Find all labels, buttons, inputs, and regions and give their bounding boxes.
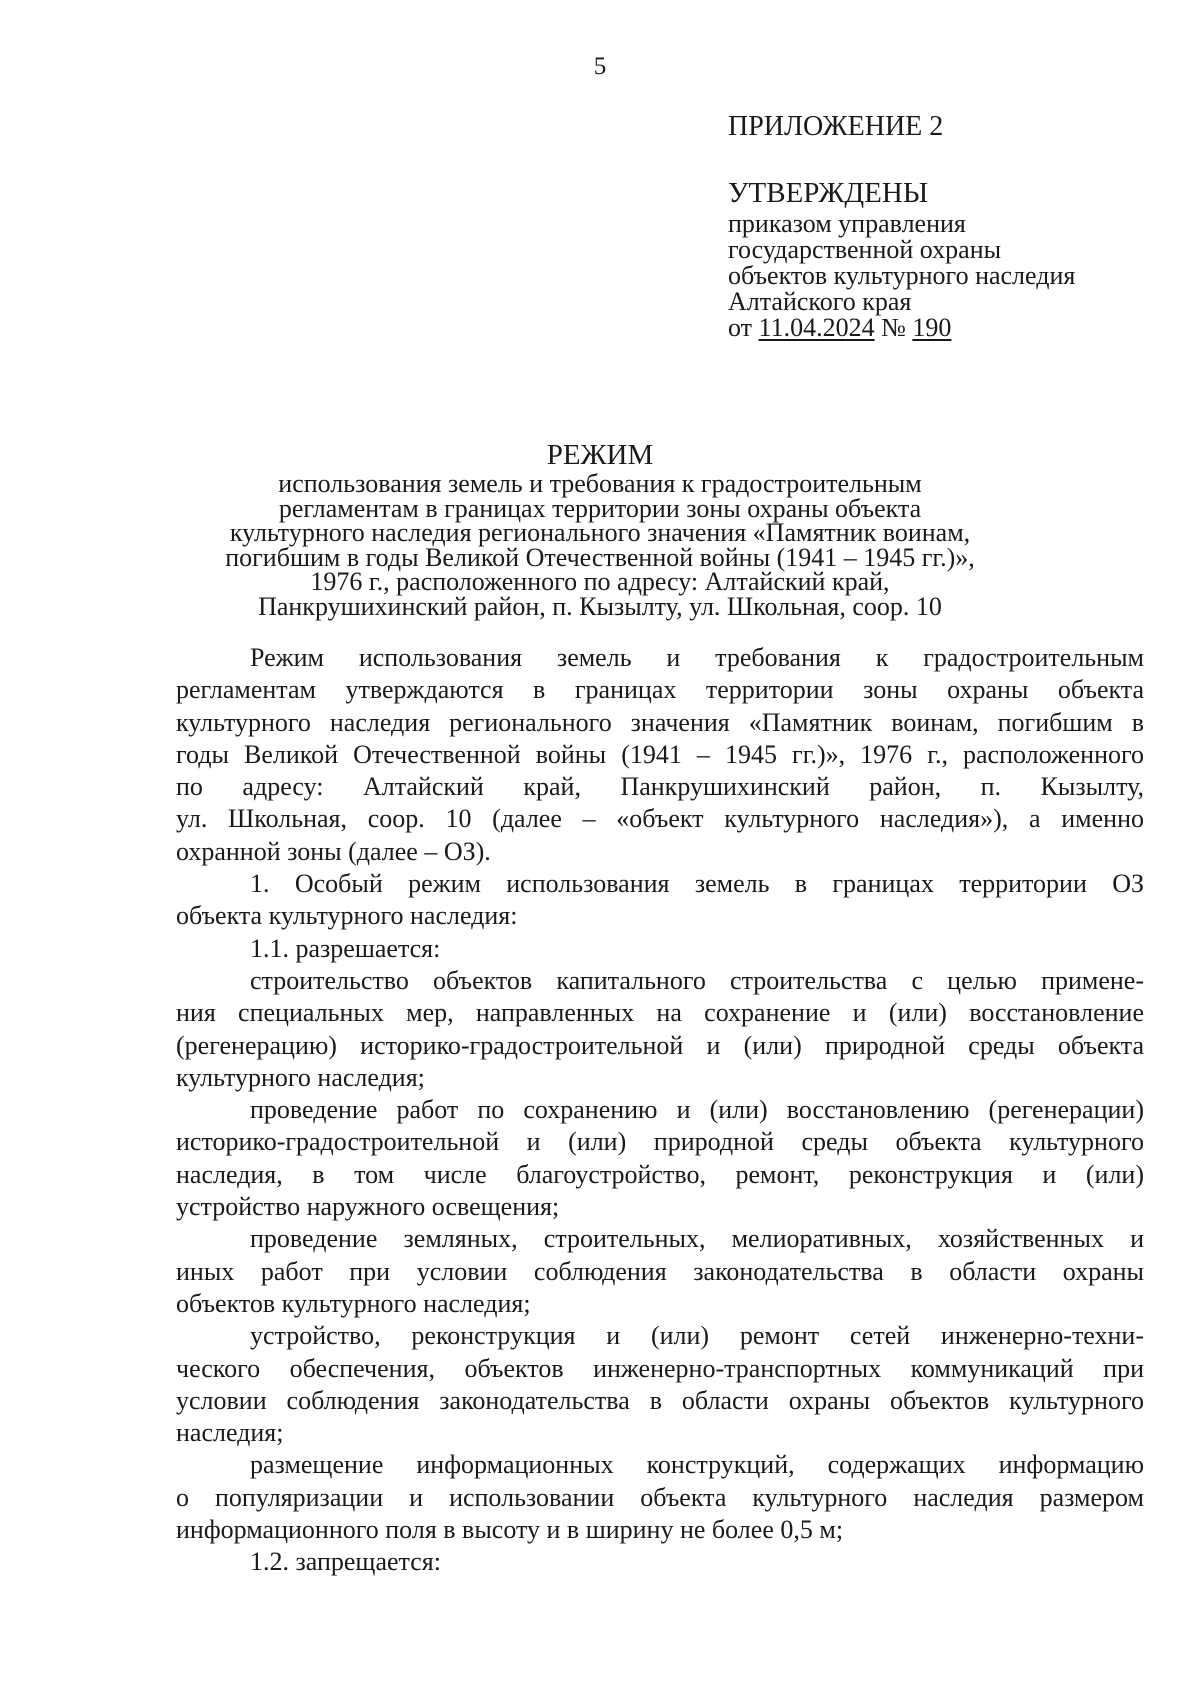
document-subtitle (0, 469, 1200, 621)
paragraph (176, 1320, 1144, 1449)
paragraph (176, 1223, 1144, 1320)
paragraph-line: охранной зоны (далее – ОЗ). (176, 836, 491, 866)
order-reference (728, 315, 1158, 341)
subtitle-line: погибшим в годы Великой Отечественной войны (1941 – 1945 гг.)», (225, 542, 975, 572)
subtitle-line: культурного наследия регионального значения «Памятник воинам, (229, 518, 971, 547)
paragraph-line: устройство наружного освещения; (176, 1192, 560, 1222)
subtitle-line: 1976 г., расположенного по адресу: Алтайский край, (310, 567, 890, 596)
subtitle-line: использования земель и требования к градостроительным (278, 469, 922, 498)
paragraph-line: культурного наследия; (176, 1062, 425, 1092)
paragraph-line: 1.1. разрешается: (250, 933, 441, 963)
paragraph-line: историко-градостроительной и (или) природной среды объекта культурного (176, 1127, 1144, 1157)
paragraph-line: условии соблюдения законодательства в области охраны объектов культурного (176, 1385, 1144, 1415)
paragraph-line: 1.2. запрещается: (250, 1547, 441, 1577)
approval-line: приказом управления (728, 209, 966, 238)
document-heading (0, 438, 1200, 619)
paragraph-line: наследия; (176, 1418, 284, 1448)
paragraph-line: объекта культурного наследия: (176, 901, 518, 931)
page-number: 5 (593, 53, 607, 80)
paragraph (176, 1546, 1144, 1578)
paragraph-line: 1. Особый режим использования земель в границах территории ОЗ (250, 869, 1144, 899)
paragraph-line: размещение информационных конструкций, содержащих информацию (250, 1450, 1144, 1480)
paragraph-line: наследия, в том числе благоустройство, ремонт, реконструкция и (или) (176, 1159, 1144, 1189)
document-body (176, 642, 1144, 1579)
paragraph-line: устройство, реконструкция и (или) ремонт сетей инженерно-техни- (250, 1321, 1144, 1351)
order-date: 11.04.2024 (758, 313, 875, 342)
document-title: РЕЖИМ (546, 439, 654, 471)
paragraph (176, 1094, 1144, 1223)
approval-line: объектов культурного наследия (728, 261, 1076, 290)
subtitle-line: Панкрушихинский район, п. Кызылту, ул. Школьная, соор. 10 (258, 591, 942, 621)
paragraph-line: объектов культурного наследия; (176, 1288, 531, 1318)
paragraph-line: ул. Школьная, соор. 10 (далее – «объект культурного наследия»), а именно (176, 804, 1144, 834)
paragraph-line: иных работ при условии соблюдения законодательства в области охраны (176, 1256, 1144, 1286)
paragraph-line: о популяризации и использовании объекта культурного наследия размером (176, 1482, 1144, 1512)
paragraph-line: Режим использования земель и требования к градостроительным (250, 643, 1144, 672)
approval-line: государственной охраны (728, 235, 1002, 264)
approval-line: Алтайского края (728, 287, 912, 316)
paragraph (176, 868, 1144, 933)
order-number-sign: № (881, 313, 906, 342)
order-prefix: от (728, 313, 753, 342)
paragraph-line: информационного поля в высоту и в ширину не более 0,5 м; (176, 1515, 844, 1545)
paragraph-line: культурного наследия регионального значения «Памятник воинам, погибшим в (176, 707, 1144, 737)
paragraph-line: (регенерацию) историко-градостроительной и (или) природной среды объекта (176, 1030, 1144, 1060)
paragraph-line: ния специальных мер, направленных на сохранение и (или) восстановление (176, 998, 1144, 1028)
paragraph-line: регламентам утверждаются в границах территории зоны охраны объекта (176, 675, 1144, 705)
paragraph-line: по адресу: Алтайский край, Панкрушихинский район, п. Кызылту, (176, 772, 1144, 802)
paragraph-line: годы Великой Отечественной войны (1941 – 1945 гг.)», 1976 г., расположенного (176, 739, 1144, 769)
paragraph (176, 1449, 1144, 1546)
order-number: 190 (912, 313, 952, 342)
paragraph-line: строительство объектов капитального строительства с целью примене- (250, 965, 1144, 995)
appendix-label: ПРИЛОЖЕНИЕ 2 (728, 111, 944, 142)
paragraph-line: проведение работ по сохранению и (или) восстановлению (регенерации) (250, 1095, 1144, 1125)
paragraph (176, 642, 1144, 868)
paragraph (176, 933, 1144, 965)
approval-title: УТВЕРЖДЕНЫ (728, 177, 929, 209)
approval-stamp (728, 176, 1158, 341)
paragraph-line: проведение земляных, строительных, мелиоративных, хозяйственных и (250, 1224, 1144, 1254)
subtitle-line: регламентам в границах территории зоны охраны объекта (278, 493, 922, 523)
paragraph (176, 965, 1144, 1094)
paragraph-line: ческого обеспечения, объектов инженерно-транспортных коммуникаций при (176, 1353, 1144, 1383)
